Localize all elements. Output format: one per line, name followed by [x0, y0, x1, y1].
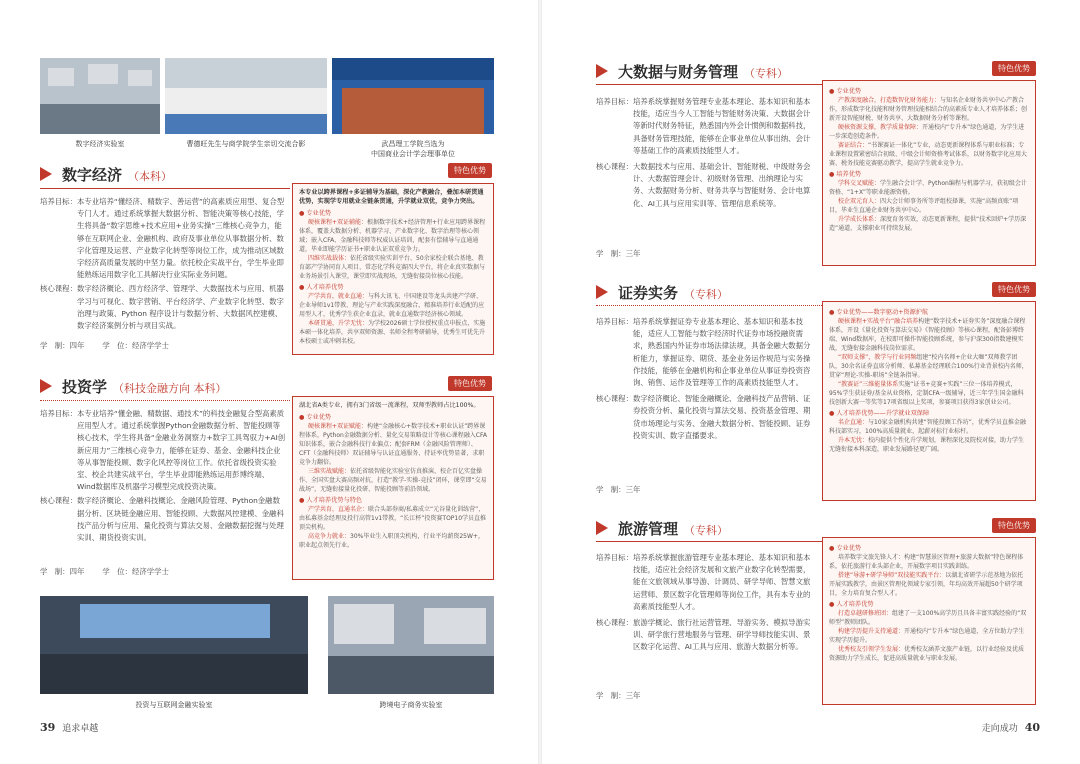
goal-row	[596, 552, 816, 613]
section-name: 旅游管理	[618, 520, 679, 538]
section-body-investment	[40, 408, 286, 544]
feature-paragraph: 硬核课程+实战平台“融合培养构建“数字技术+证券实务”深度融合课程体系，开设《量化投资与算法交易》《智能投顾》等核心课程，配备彭博终端、Wind数据库，在校即可操作智能投顾系统，参与沪深300指数建模实战，无缝衔接金融科技岗位需求。	[829, 318, 1026, 352]
goal-label: 培养目标：	[596, 317, 633, 326]
feature-paragraph: 产学共育，直通名企：联合头部券商/私募成立“元谷量化训练营”，由私募基金经理及投行高管1v1带教，“长江杯”投资赛TOP10学员直推顶尖机构。	[299, 506, 487, 531]
feature-heading: ● 人才培养优势	[829, 601, 874, 608]
duration	[596, 690, 640, 701]
goal-text: 本专业培养“懂金融、精数据、通技术”的科技金融复合型高素质应用型人才。通过系统掌握Python金融数据分析、智能投顾等核心技术，学生将具备“金融业务洞察力+数字工具驾驭力+AI创新应用力”三维核心竞争力，能够在证券、基金、金融科技企业等从事智能投顾、数字化风控等岗位工作。依托省级投资实验室、校企共建实战平台，学生毕业即能熟练运用彭博终端、Wind数据库及机器学习模型完成投资决策。	[76, 409, 286, 492]
section-sub: （本科）	[128, 170, 173, 183]
duration	[596, 484, 640, 495]
goal-text: 培养系统掌握财务管理专业基本理论、基本知识和基本技能，适应当今人工智能与智能财务决策、大数据会计等新时代财务特征，熟悉国内外会计惯例和数据科技，具备财务管理技能，能够在企事业单位从事出纳、会计等基础工作的高素质技能型人才。	[632, 97, 811, 155]
feature-paragraph: 搭建“导游+研学导师”双技能实践平台：以湖北省研学示范基地为依托开展实践教学，由景区管理化领域专家引领，年均高效开展超50个研学项目，全力培育复合型人才。	[829, 572, 1024, 597]
feature-box-digital-economy	[292, 183, 494, 355]
section-name: 证券实务	[618, 284, 679, 302]
goal-row	[596, 316, 816, 389]
goal-text: 本专业培养“懂经济、精数字、善运营”的高素质应用型、复合型专门人才。通过系统掌握大数据分析、智能决策等核心技能，学生将具备“数字思维+技术应用+业务实操”三维核心竞争力，能够在互联网企业、金融机构、政府及事业单位从事数据分析、数字化管理及运营、产业数字化转型等岗位工作，成为推动区域数字经济高质量发展的中坚力量。依托校企实战平台，学生毕业即能熟练运用数字化工具解决行业实际业务问题。	[76, 197, 285, 280]
feature-box-big-data-finance	[822, 80, 1036, 266]
course-row	[596, 161, 816, 210]
feature-paragraph: 打造卓越研修班团：组建了一支100%高学历且具备丰富实践经验的“双师型”教师团队。	[829, 610, 1027, 626]
course-label: 核心课程：	[40, 496, 77, 506]
photo-group-with-cao-dewang	[165, 58, 327, 134]
goal-row	[40, 408, 286, 493]
feature-paragraph: 高竞争力就业：30%毕业生入职顶尖机构，行业平均薪资25W+，职业起点领先行业。	[299, 533, 484, 549]
photo-investment-fintech-lab	[40, 596, 308, 694]
degree-value: 经济学学士	[131, 567, 169, 576]
feature-lead: 湖北省A类专业，拥有3门省级一流课程，双师型教师占比100%。	[299, 402, 480, 409]
goal-label: 培养目标：	[40, 409, 77, 418]
feature-heading: ● 培养优势	[829, 171, 862, 178]
course-text: 数字经济概论、西方经济学、管理学、大数据技术与应用、机器学习与可视化、数字营销、平台经济学、产业数字化转型、数字治理与政策、Python 程序设计与数据分析、大数据风控建模、数字经济案例分析与项目实战。	[76, 284, 284, 331]
triangle-marker-icon	[40, 379, 52, 393]
duration-value: 三年	[625, 249, 641, 258]
feature-paragraph: 培养数字文旅先锋人才：构建“智慧景区管理+旅游大数据”特色课程体系，依托旅游行业头部企业，开展数字项目实践训练。	[829, 554, 1024, 570]
feature-paragraph: 四维实战载体：依托省级实验实训平台、50余家校企联合基地、教育部产学协同育人项目、常态化学科竞赛四大平台，将企业真实数据与业务场景引入课堂，课堂即实战现场，无缝衔接岗位核心技能。	[299, 255, 486, 280]
feature-paragraph: 构建学历提升支持通道：开通校内“专升本”绿色通道，全方位助力学生实现学历提升。	[829, 628, 1025, 644]
feature-paragraph: 赛证结合：“书课赛证一体化”专业，动态更新课程体系与职业标准；专业课程设置紧密结合初级、中级会计师资格考试体系，以财务数字化应用大赛、税务技能竞赛驱动教学，提高学生就业竞争力。	[829, 142, 1028, 167]
feature-heading: ● 专业优势——数字驱动+资源护航	[829, 309, 929, 316]
section-title-tourism	[596, 518, 728, 539]
section-title-digital-economy	[40, 164, 172, 185]
course-text: 数字经济概论、金融科技概论、金融风险管理、Python金融数据分析、区块链金融应用、智能投顾、大数据风控建模、金融科技产品分析与应用、量化投资与算法交易、金融数据挖掘与处理实训、期货投资实训。	[76, 496, 284, 543]
feature-paragraph: 校企双元育人：四大会计师事务所等评组校择课，实施“高频真账”项目，毕业生直通企业财务共享中心。	[829, 198, 1019, 214]
course-text: 数字经济概论、智能金融概论、金融科技产品营销、证券投资分析、量化投资与算法交易、投资基金管理、期货市场理论与实务、金融大数据分析、智能投顾、证券投资实训、数字直播要求。	[632, 394, 811, 440]
duration	[596, 248, 640, 259]
section-body-securities	[596, 316, 816, 442]
degree-label: 学 位：	[102, 567, 132, 576]
section-rule	[40, 400, 290, 401]
feature-paragraph: 优秀校友引领学生发展：优秀校友涵养文旅产业链，以行业经验及优质资源助力学生成长，促进高质量就业与职业发展。	[829, 646, 1025, 662]
feature-heading: ● 专业优势	[299, 414, 332, 421]
course-label: 核心课程：	[40, 284, 77, 294]
feature-paragraph: “双师支撑”，教学与行业同频组建“校内名师+企业大咖”双师教学团队，30余名证券直席分析师、私募基金经理联合100%行业背景校内名师，贯穿“理论-实操-职场”全链条指导。	[829, 354, 1028, 379]
feature-tag: 特色优势	[992, 282, 1036, 297]
section-name: 投资学	[62, 378, 108, 396]
section-body-tourism	[596, 552, 816, 654]
duration-label: 学 制：	[596, 485, 626, 494]
section-sub: （专科）	[744, 67, 789, 80]
degree-label: 学 位：	[102, 341, 132, 350]
caption-group-photo: 曹德旺先生与商学院学生亲切交流合影	[186, 140, 306, 148]
feature-tag: 特色优势	[448, 376, 492, 391]
section-title-securities	[596, 282, 728, 303]
feature-heading: ● 人才培养优势与特色	[299, 497, 363, 504]
feature-paragraph: “教赛证”三维能量体系实施“证书+竞赛+实践”三位一体培养模式，95%学生获证券/基金从业资格，定制CFA一级辅导，近三年学生国金融科技创新大赛一等奖等17项省级以上奖项，参赛项目获得3家创业公司。	[829, 381, 1024, 406]
duration-value: 四年	[69, 567, 85, 576]
triangle-marker-icon	[596, 64, 608, 78]
photo-cross-border-ecommerce-lab	[328, 596, 494, 694]
feature-lead: 本专业以跨界课程+多证辅导为基础，深化产教融合，叠加本研贯通优势，实现学专用就业全链条贯通，升学就业双优，竞争力突出。	[299, 189, 484, 205]
duration-label: 学 制：	[596, 249, 626, 258]
caption-investment-lab: 投资与互联网金融实验室	[135, 701, 213, 709]
duration-value: 四年	[69, 341, 85, 350]
page-number: 39	[40, 721, 56, 734]
caption-accounting-society-line2: 中国商业会计学会理事单位	[371, 150, 455, 158]
feature-box-investment	[292, 396, 494, 580]
footer-left	[40, 721, 98, 734]
duration-label: 学 制：	[40, 567, 70, 576]
feature-paragraph: 名企直通：与10家金融机构共建“智能投顾工作坊”，优秀学员直推金融科技部实习，100%高质量就业，起薪对标行业标杆。	[829, 419, 1026, 435]
feature-paragraph: 产教深度融合，打造数智化财务能力：与知名企业财务共享中心产教合作，形成数字化技能和财务管理技能相结合的高素质专业人才培养体系；创新开设智能财税、财务共享、大数据财务分析等课程。	[829, 97, 1028, 122]
feature-tag: 特色优势	[992, 518, 1036, 533]
feature-paragraph: 硬核课程+双证赋能：构建“金融核心+数字技术+职业认证”跨界课程体系，Python金融数据分析、量化交易策略设计等核心课程融入CFA知识体系，嵌合金融科技行业偏点；配套FRM（金融风险管理师）、CFT（金融科技师）双证辅导与认证直通服务，持证率优势显著，求职竞争力翻倍。	[299, 423, 487, 466]
goal-row	[40, 196, 286, 281]
feature-box-securities	[822, 301, 1036, 501]
goal-label: 培养目标：	[40, 197, 77, 206]
feature-paragraph: 硬核课程+双证辅能：根据数字技术+经济管理+行业应用跨界课程体系，覆盖大数据分析、机器学习、产业数字化、数字治理等核心领域；嵌入CFA、金融科技师等权威认证培训，配套有偿辅导与直通通道，毕业即能学历证书+职业认证双重竞争力。	[299, 219, 486, 253]
duration-label: 学 制：	[596, 691, 626, 700]
triangle-marker-icon	[596, 285, 608, 299]
feature-paragraph: 升学成长体系：深度育务实效，动态更新课程，提供“技术回炉+学历深造”通道，支撑职业可持续发展。	[829, 216, 1027, 232]
feature-heading: ● 专业优势	[829, 88, 862, 95]
goal-label: 培养目标：	[596, 553, 633, 562]
section-sub: （专科）	[684, 288, 729, 301]
footer-text: 走向成功	[981, 724, 1018, 734]
course-label: 核心课程：	[596, 162, 633, 172]
feature-paragraph: 硬核资源支撑，教学质量保障：开通校内“专升本”绿色通道，为学生进一步深造创造条件。	[829, 124, 1025, 140]
degree-value: 经济学学士	[131, 341, 169, 350]
feature-heading: ● 人才培养优势——升学就业双保障	[829, 410, 930, 417]
feature-heading: ● 专业优势	[829, 545, 862, 552]
caption-accounting-society-line1: 武昌理工学院当选为	[381, 140, 445, 148]
goal-text: 培养系统掌握旅游管理专业基本理论、基本知识和基本技能，适应社会经济发展和文旅产业数字化转型需要，能在文旅领域从事导游、计调员、研学导师、智慧文旅运营师、景区数字化管理师等岗位工作，具有本专业的高素质技能型人才。	[632, 553, 811, 611]
photo-accounting-society	[332, 58, 494, 134]
section-name: 数字经济	[62, 166, 123, 184]
section-title-big-data-finance	[596, 61, 788, 82]
goal-text: 培养系统掌握证券专业基本理论、基本知识和基本技能，适应人工智能与数字经济时代证券市场投融资需求，熟悉国内外证券市场法律法规，具备金融大数据分析能力，掌握证券、期货、基金业务运作规范与实务操作技能，能够在金融机构和企事业单位从事证券投资咨询、销售、运作及管理等工作的高素质技能型人才。	[632, 317, 811, 388]
feature-paragraph: 三维实战赋能：依托省级智能化实验室仿真推演、校企百亿实盘操作、全国实盘大赛高频对抗，打造“教学-实操-竞技”闭环，课堂即“交易战场”，无缝衔接量化投研、智能投顾等前沿领域。	[299, 468, 487, 493]
duration-degree	[40, 566, 169, 577]
section-name: 大数据与财务管理	[618, 63, 739, 81]
section-body-digital-economy	[40, 196, 286, 332]
footer-text: 追求卓越	[62, 724, 99, 734]
triangle-marker-icon	[596, 521, 608, 535]
duration-degree	[40, 340, 169, 351]
course-text: 旅游学概论、旅行社运营管理、导游实务、模拟导游实训、研学旅行营地服务与管理、研学导师技能实训、景区数字化运营、AI工具与应用、旅游大数据分析等。	[632, 618, 811, 652]
caption-digital-economy-lab: 数字经济实验室	[75, 140, 125, 148]
feature-heading: ● 人才培养优势	[299, 284, 344, 291]
page-number: 40	[1024, 721, 1040, 734]
caption-ecommerce-lab: 跨境电子商务实验室	[379, 701, 443, 709]
goal-row	[596, 96, 816, 157]
feature-tag: 特色优势	[448, 163, 492, 178]
feature-tag: 特色优势	[992, 61, 1036, 76]
feature-paragraph: 本研贯通，升学无忧：为学校2026硕士学位授权重点申报点，实施本硕一体化培养，共享双师资源、名师全程考研辅导，优秀生可优先升本校硕士或冲刺名校。	[299, 320, 486, 345]
course-row	[596, 617, 816, 654]
course-label: 核心课程：	[596, 394, 633, 404]
section-sub: （专科）	[684, 524, 729, 537]
feature-paragraph: 学科交叉赋能：学生融合会计学、Python编程与机器学习，获初级会计资格、“1+X”等职业能源资格。	[829, 180, 1027, 196]
course-row	[40, 495, 286, 544]
goal-label: 培养目标：	[596, 97, 633, 106]
feature-box-tourism	[822, 537, 1036, 705]
footer-right	[982, 721, 1040, 734]
section-rule	[40, 188, 290, 189]
section-title-investment	[40, 376, 227, 397]
course-row	[40, 283, 286, 332]
feature-paragraph: 升本无忧：校内提供个性化升学规划，课程深化及院校对接，助力学生无缝衔接本科深造，职业发展路径更广阔。	[829, 437, 1025, 453]
feature-paragraph: 产学共育，就业直通：与科大讯飞、中国建设等龙头共建产学研、企业导师1v1带教、理论与产业实践深度融合，精准培养行业适配的应用型人才，优秀学生获企业直录，就业直通数字经济核心领域。	[299, 293, 485, 318]
photo-digital-economy-lab	[40, 58, 160, 134]
right-page	[540, 0, 1080, 764]
duration-value: 三年	[625, 485, 641, 494]
feature-heading: ● 专业优势	[299, 210, 332, 217]
course-row	[596, 393, 816, 442]
course-text: 大数据技术与应用、基础会计、智能财税、中级财务会计、大数据管理会计、初级财务管理、出纳理论与实务、大数据财务分析、财务共享与智能财务、会计电算化、AI工具与应用实训等、管理信息系统等。	[632, 162, 811, 208]
section-sub: （科技金融方向 本科）	[113, 382, 227, 395]
section-body-big-data-finance	[596, 96, 816, 210]
course-label: 核心课程：	[596, 618, 633, 628]
duration-label: 学 制：	[40, 341, 70, 350]
duration-value: 三年	[625, 691, 641, 700]
triangle-marker-icon	[40, 167, 52, 181]
